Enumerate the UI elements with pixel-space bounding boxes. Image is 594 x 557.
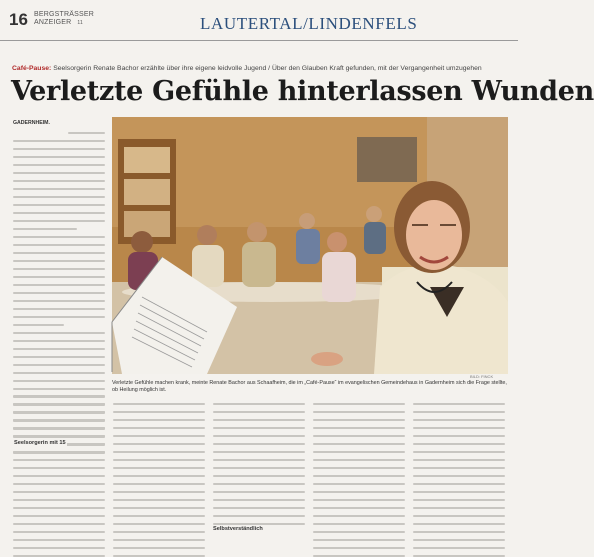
kicker-label: Café-Pause:	[12, 65, 52, 72]
article-headline: Verletzte Gefühle hinterlassen Wunden	[11, 76, 594, 107]
body-column-2	[113, 400, 205, 552]
newspaper-name-line1: BERGSTRÄSSER	[34, 11, 94, 18]
article-body	[13, 400, 508, 552]
dateline: GADERNHEIM.	[13, 120, 50, 126]
section-title: LAUTERTAL/LINDENFELS	[200, 14, 418, 33]
newspaper-name-line2: ANZEIGER	[34, 19, 72, 26]
body-column-1	[13, 400, 105, 552]
photo-caption: Verletzte Gefühle machen krank, meinte Renate Bachor aus Schaafheim, die im „Café-Pause“ im evangelischen Gemeindehaus in Gadernheim sich die Frage stellte, ob Heilung möglich ist.	[112, 380, 507, 393]
photo-illustration	[112, 117, 508, 374]
page-number: 16	[9, 10, 28, 29]
newspaper-edition: 11	[77, 20, 83, 26]
body-column-5	[413, 400, 505, 552]
newspaper-name	[34, 11, 94, 27]
kicker-text: Seelsorgerin Renate Bachor erzählte über ihre eigene leidvolle Jugend / Über den Glauben Kraft gefunden, mit der Vergangenheit umzugehen	[53, 65, 482, 72]
subhead-2: Selbstverständlich	[213, 526, 263, 532]
body-column-4	[313, 400, 405, 552]
article-intro-column	[13, 111, 105, 386]
subhead-1: Seelsorgerin mit 15	[14, 440, 66, 446]
article-photo	[112, 117, 508, 374]
article-kicker	[12, 65, 512, 72]
masthead	[0, 0, 518, 41]
photo-credit: BILD: FINCK	[470, 374, 494, 379]
